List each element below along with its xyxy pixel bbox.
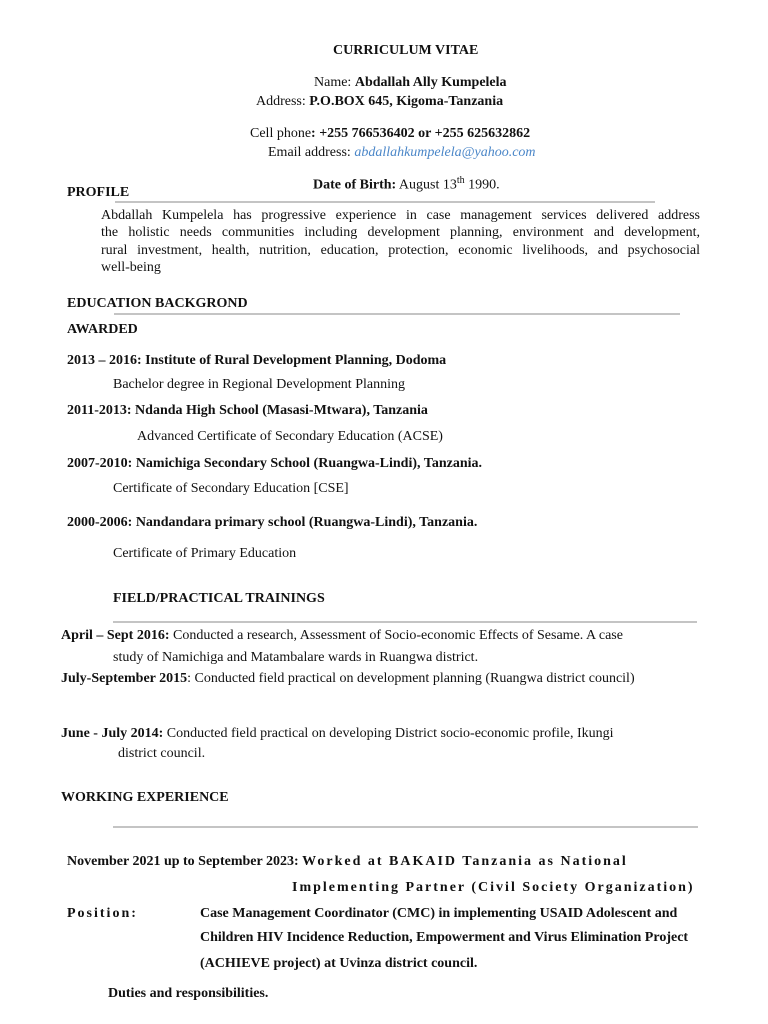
training-item: June - July 2014: Conducted field practical on developing District socio-economic profile, Ikungi [61,726,614,741]
cell-phone-line: Cell phone: +255 766536402 or +255 625632862 [250,126,531,141]
training-item-continuation: study of Namichiga and Matambalare wards in Ruangwa district. [113,650,479,665]
education-entry-title: 2011-2013: Ndanda High School (Masasi-Mtwara), Tanzania [67,403,428,418]
email-line: Email address: abdallahkumpelela@yahoo.com [268,145,536,160]
position-line: Case Management Coordinator (CMC) in implementing USAID Adolescent and [200,906,678,921]
work-divider [113,826,698,828]
profile-heading: PROFILE [67,185,130,200]
education-entry-award: Advanced Certificate of Secondary Education (ACSE) [137,429,443,444]
work-employer: Implementing Partner (Civil Society Organization) [292,880,695,895]
name-line: Name: Abdallah Ally Kumpelela [314,75,507,90]
education-entry-award: Bachelor degree in Regional Development Planning [113,377,405,392]
position-line: Children HIV Incidence Reduction, Empowerment and Virus Elimination Project [200,930,689,945]
education-entry-title: 2013 – 2016: Institute of Rural Development Planning, Dodoma [67,353,447,368]
education-entry-award: Certificate of Secondary Education [CSE] [113,481,349,496]
position-line: (ACHIEVE project) at Uvinza district council. [200,956,478,971]
training-item-continuation: district council. [118,746,206,761]
education-entry-title: 2000-2006: Nandandara primary school (Ruangwa-Lindi), Tanzania. [67,515,478,530]
profile-line: the holistic needs communities including development planning, environment and development, [101,225,700,240]
date-of-birth-line: Date of Birth: August 13th 1990. [313,175,500,193]
address-line: Address: P.O.BOX 645, Kigoma-Tanzania [256,94,504,109]
trainings-heading: FIELD/PRACTICAL TRAININGS [113,591,325,606]
position-label: Position: [67,906,138,921]
education-entry-title: 2007-2010: Namichiga Secondary School (Ruangwa-Lindi), Tanzania. [67,456,482,471]
education-divider [114,313,680,315]
education-entry-award: Certificate of Primary Education [113,546,297,561]
cv-title: CURRICULUM VITAE [333,43,479,58]
duties-heading: Duties and responsibilities. [108,986,269,1001]
education-heading: EDUCATION BACKGROND [67,296,248,311]
training-item: July-September 2015: Conducted field practical on development planning (Ruangwa district council) [61,671,635,686]
profile-divider [115,201,655,203]
email-link[interactable]: abdallahkumpelela@yahoo.com [354,145,536,160]
awarded-subheading: AWARDED [67,322,138,337]
profile-line: rural investment, health, nutrition, education, protection, economic livelihoods, and psychosocial [101,243,700,258]
profile-line: well-being [101,260,161,275]
work-heading: WORKING EXPERIENCE [61,790,229,805]
profile-line: Abdallah Kumpelela has progressive experience in case management services delivered address [101,208,700,223]
trainings-divider [113,621,697,623]
work-period: November 2021 up to September 2023: Worked at BAKAID Tanzania as National [67,854,628,869]
training-item: April – Sept 2016: Conducted a research, Assessment of Socio-economic Effects of Sesame. A case [61,628,623,643]
